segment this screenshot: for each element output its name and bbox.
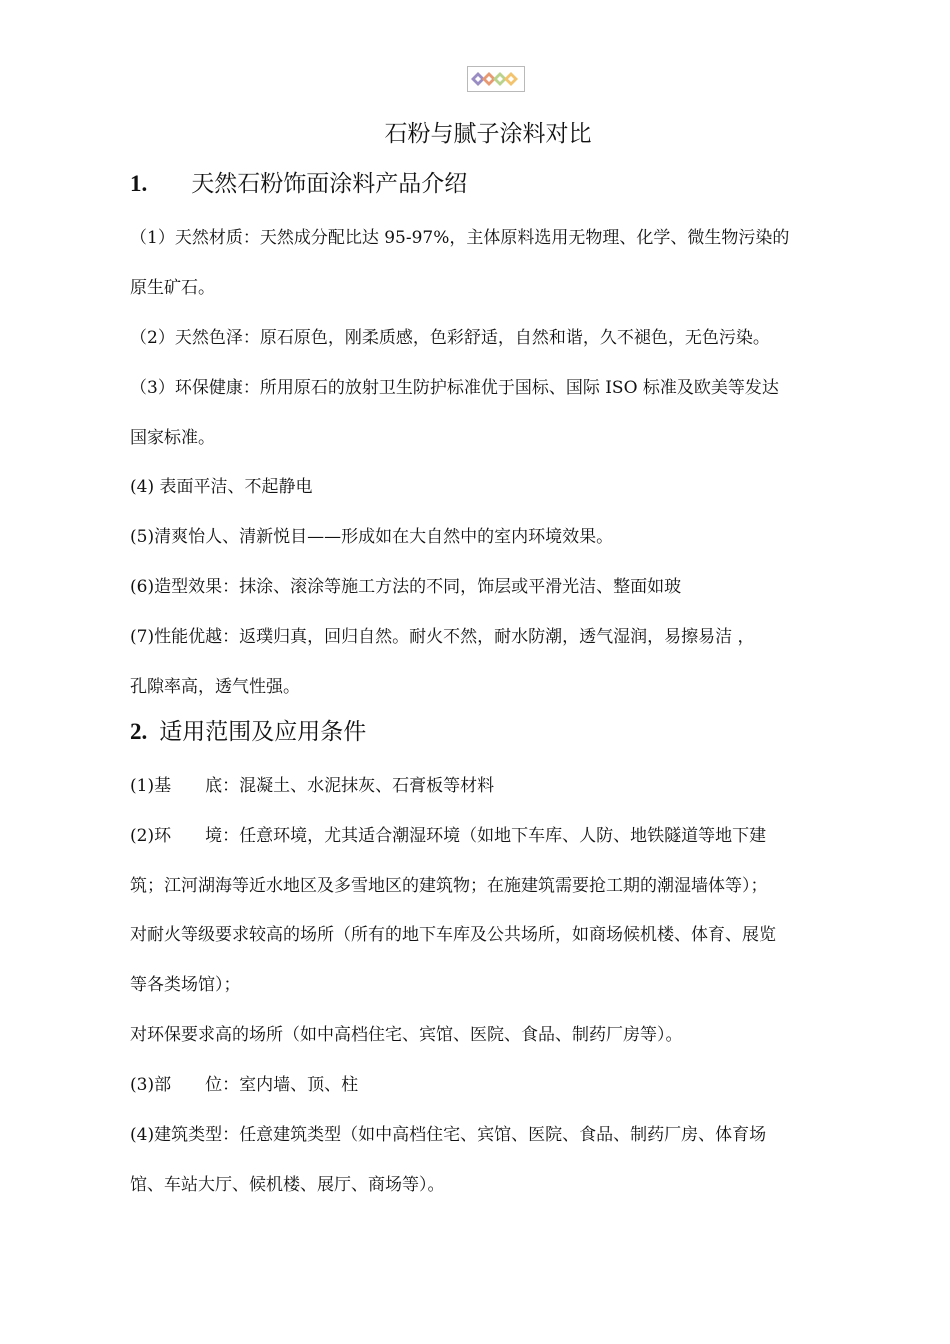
section-2-line: 对耐火等级要求较高的场所（所有的地下车库及公共场所，如商场候机楼、体育、展览 [130,925,776,945]
section-1-heading [130,168,467,200]
section-1-line: 孔隙率高，透气性强。 [130,677,300,697]
section-2-line: (1)基 底：混凝土、水泥抹灰、石膏板等材料 [130,776,495,796]
section-2-line: 筑；江河湖海等近水地区及多雪地区的建筑物；在施建筑需要抢工期的潮湿墙体等）； [130,876,768,896]
diamond-logo-icon [467,66,525,92]
section-2-line: (2)环 境：任意环境，尤其适合潮湿环境（如地下车库、人防、地铁隧道等地下建 [130,826,767,846]
section-1-line: （3）环保健康：所用原石的放射卫生防护标准优于国标、国际 ISO 标准及欧美等发达 [130,378,779,398]
section-1-line: （1）天然材质：天然成分配比达 95-97%，主体原料选用无物理、化学、微生物污染的 [130,228,790,248]
section-2-line: (4)建筑类型：任意建筑类型（如中高档住宅、宾馆、医院、食品、制药厂房、体育场 [130,1125,767,1145]
section-1-line: (5)清爽怡人、清新悦目——形成如在大自然中的室内环境效果。 [130,527,614,547]
section-2-line: 等各类场馆）； [130,975,241,995]
section-1-line: (4) 表面平洁、不起静电 [130,477,313,497]
section-2-line: 对环保要求高的场所（如中高档住宅、宾馆、医院、食品、制药厂房等）。 [130,1025,683,1045]
document-title: 石粉与腻子涂料对比 [384,121,592,147]
section-2-heading [130,716,366,748]
section-2-title: 适用范围及应用条件 [159,719,367,745]
section-2-line: 馆、车站大厅、候机楼、展厅、商场等）。 [130,1175,445,1195]
section-2-line: (3)部 位：室内墙、顶、柱 [130,1075,359,1095]
section-1-line: （2）天然色泽：原石原色，刚柔质感，色彩舒适，自然和谐，久不褪色，无色污染。 [130,328,770,348]
section-2-number: 2. [130,719,148,744]
section-1-title: 天然石粉饰面涂料产品介绍 [191,171,468,197]
section-1-line: 原生矿石。 [130,278,215,298]
section-1-line: 国家标准。 [130,428,215,448]
section-1-number: 1. [130,171,148,196]
section-1-line: (7)性能优越：返璞归真，回归自然。耐火不然，耐水防潮，透气湿润，易擦易洁 ， [130,627,755,647]
section-1-line: (6)造型效果：抹涂、滚涂等施工方法的不同，饰层或平滑光洁、整面如玻 [130,577,682,597]
